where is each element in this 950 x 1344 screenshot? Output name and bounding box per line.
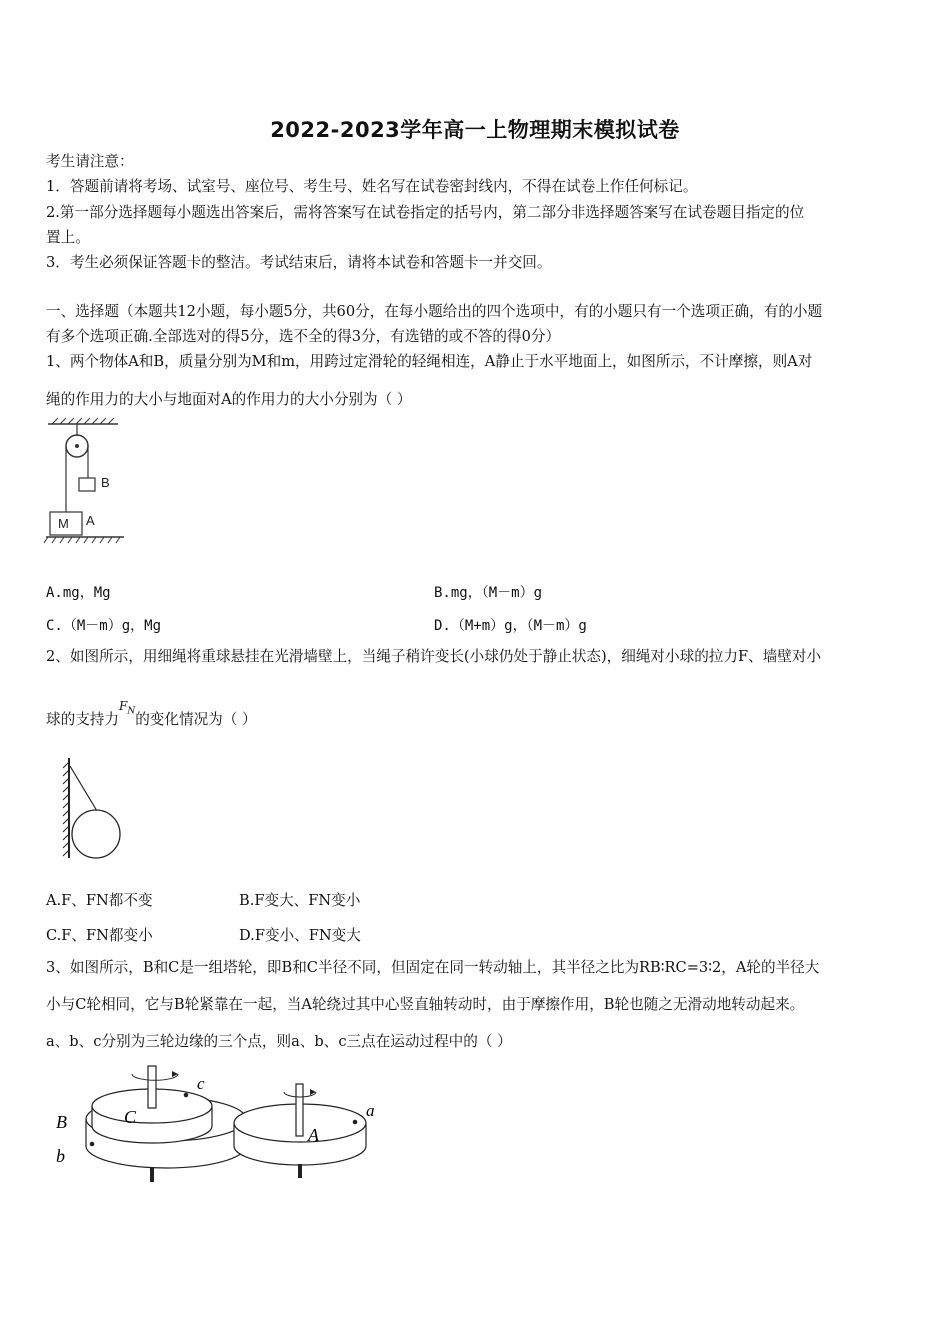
q1-stem-2: 绳的作用力的大小与地面对A的作用力的大小分别为（ ） — [46, 391, 412, 408]
label-b-wheel: B — [56, 1112, 67, 1132]
axle-bc — [148, 1066, 156, 1108]
block-b — [79, 478, 95, 491]
q1-option-a[interactable]: A.mg，Mg — [46, 585, 111, 601]
section1-instructions-1: 一、选择题（本题共12小题，每小题5分，共60分，在每小题给出的四个选项中，有的小题只有一个选项正确，有的小题 — [46, 303, 823, 320]
q3-stem-3: a、b、c分别为三轮边缘的三个点，则a、b、c三点在运动过程中的（ ） — [46, 1033, 512, 1050]
q2-option-d[interactable]: D.F变小、FN变大 — [239, 927, 361, 944]
label-a-point: a — [366, 1101, 375, 1120]
axle-a — [296, 1084, 303, 1136]
label-b-point: b — [56, 1146, 65, 1166]
fn-letter: F — [118, 699, 128, 713]
q2-option-b[interactable]: B.F变大、FN变小 — [239, 892, 361, 909]
q1-option-b[interactable]: B.mg，（M－m）g — [434, 585, 543, 601]
label-c-wheel: C — [124, 1107, 137, 1127]
q2-option-c[interactable]: C.F、FN都变小 — [46, 927, 153, 944]
q1-stem-1: 1、两个物体A和B，质量分别为M和m，用跨过定滑轮的轻绳相连，A静止于水平地面上，如图所示，不计摩擦，则A对 — [46, 353, 813, 370]
notice-heading: 考生请注意： — [46, 153, 134, 170]
section1-instructions-2: 有多个选项正确.全部选对的得5分，选不全的得3分，有选错的或不答的得0分） — [46, 328, 561, 345]
q1-option-c[interactable]: C.（M－m）g，Mg — [46, 618, 162, 634]
label-b: B — [101, 475, 110, 490]
fn-sub: N — [127, 706, 136, 717]
label-a: A — [86, 513, 95, 528]
q3-stem-1: 3、如图所示，B和C是一组塔轮，即B和C半径不同，但固定在同一转动轴上，其半径之比为RB∶RC=3∶2，A轮的半径大 — [46, 959, 820, 976]
notice-item-3: 3．考生必须保证答题卡的整洁。考试结束后，请将本试卷和答题卡一并交回。 — [46, 254, 552, 271]
q1-pulley-figure — [44, 420, 128, 546]
label-a-wheel: A — [308, 1125, 319, 1145]
q1-option-d[interactable]: D.（M+m）g，（M－m）g — [434, 618, 587, 634]
hanging-ball — [72, 810, 120, 858]
q3-wheels-figure — [50, 1064, 390, 1188]
q2-stem-1: 2、如图所示，用细绳将重球悬挂在光滑墙壁上，当绳子稍许变长(小球仍处于静止状态)，细绳对小球的拉力F、墙壁对小 — [46, 648, 822, 665]
q2-stem-2-suffix: 的变化情况为（ ） — [135, 711, 257, 728]
q2-option-a[interactable]: A.F、FN都不变 — [46, 892, 153, 909]
notice-item-1: 1．答题前请将考场、试室号、座位号、考生号、姓名写在试卷密封线内，不得在试卷上作任何标记。 — [46, 178, 698, 195]
q2-stem-2 — [46, 699, 257, 735]
q3-stem-2: 小与C轮相同，它与B轮紧靠在一起，当A轮绕过其中心竖直轴转动时，由于摩擦作用，B轮也随之无滑动地转动起来。 — [46, 996, 805, 1013]
notice-item-2-cont: 置上。 — [46, 229, 90, 246]
fn-symbol — [118, 699, 136, 717]
label-m: M — [58, 516, 69, 531]
q2-wall-ball-figure — [62, 756, 132, 864]
page-title: 2022-2023学年高一上物理期末模拟试卷 — [270, 118, 680, 142]
notice-item-2: 2.第一部分选择题每小题选出答案后，需将答案写在试卷指定的括号内，第二部分非选择题答案写在试卷题目指定的位 — [46, 204, 805, 221]
q2-stem-2-prefix: 球的支持力 — [46, 711, 119, 728]
label-c-point: c — [197, 1074, 205, 1093]
